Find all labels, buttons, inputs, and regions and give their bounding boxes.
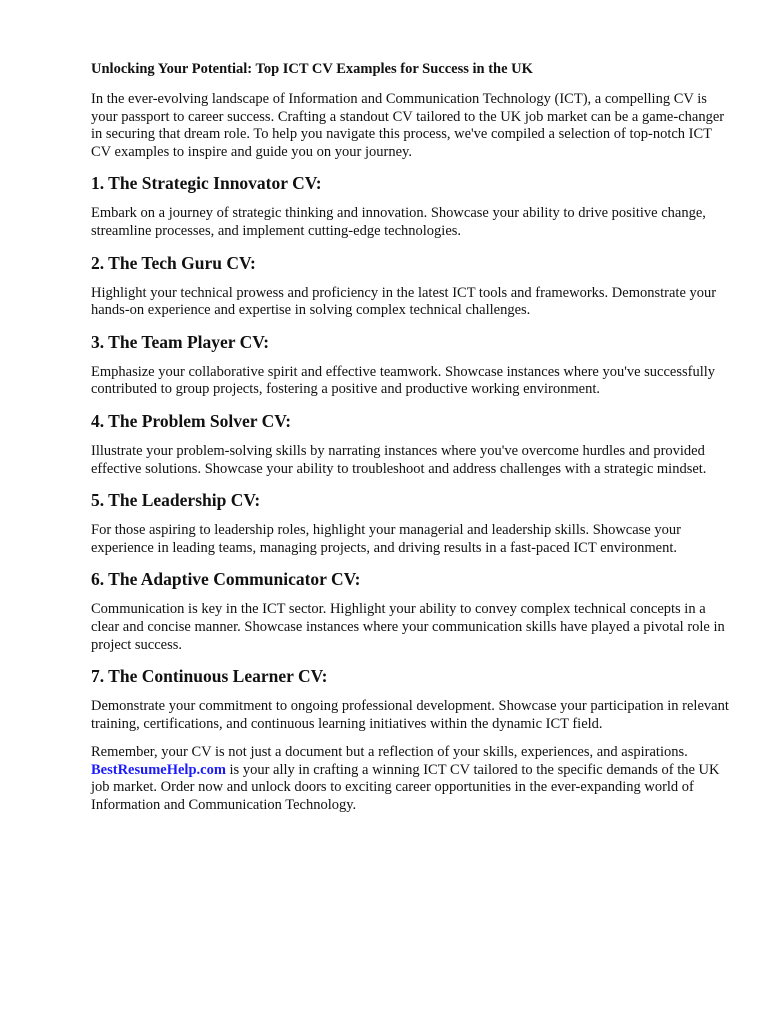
- section-heading: 4. The Problem Solver CV:: [91, 410, 292, 431]
- closing-paragraph: [91, 744, 731, 814]
- section-heading: 3. The Team Player CV:: [91, 331, 270, 352]
- section-body: Embark on a journey of strategic thinking and innovation. Showcase your ability to drive positive change, streamline processes, and implement cutting-edge technologies.: [91, 205, 706, 239]
- section-body: Demonstrate your commitment to ongoing professional development. Showcase your participation in relevant training, certifications, and continuous learning initiatives within the dynamic ICT field.: [91, 698, 729, 732]
- document-title: Unlocking Your Potential: Top ICT CV Examples for Success in the UK: [91, 61, 533, 77]
- section-body: Highlight your technical prowess and proficiency in the latest ICT tools and frameworks. Demonstrate your hands-on experience and expertise in solving complex technical challenges.: [91, 284, 717, 319]
- section-1: [91, 172, 731, 240]
- section-heading: 1. The Strategic Innovator CV:: [91, 173, 322, 194]
- section-heading: 6. The Adaptive Communicator CV:: [91, 569, 361, 590]
- section-body: Emphasize your collaborative spirit and effective teamwork. Showcase instances where you've successfully contributed to group projects, fostering a positive and productive working environment.: [91, 363, 716, 398]
- section-heading: 7. The Continuous Learner CV:: [91, 666, 328, 687]
- section-2: [91, 252, 731, 320]
- section-3: [91, 331, 731, 399]
- section-body: Communication is key in the ICT sector. Highlight your ability to convey complex technical concepts in a clear and concise manner. Showcase instances where your communication skills have played a pivotal role in project success.: [91, 601, 725, 653]
- section-heading: 2. The Tech Guru CV:: [91, 252, 256, 273]
- document-page: [91, 60, 731, 826]
- closing-text-after-link: is your ally in crafting a winning ICT CV tailored to the specific demands of the UK job market. Order now and unlock doors to exciting career opportunities in the ever-expanding world of Information and Communication Technology.: [91, 761, 720, 814]
- section-heading: 5. The Leadership CV:: [91, 490, 261, 511]
- closing-text-before-link: Remember, your CV is not just a document but a reflection of your skills, experiences, and aspirations.: [91, 744, 688, 761]
- section-5: [91, 489, 731, 557]
- intro-paragraph: In the ever-evolving landscape of Information and Communication Technology (ICT), a compelling CV is your passport to career success. Crafting a standout CV tailored to the UK job market can be a game-changer in securing that dream role. To help you navigate this process, we've compiled a selection of top-notch ICT CV examples to inspire and guide you on your journey.: [91, 91, 725, 160]
- bestresumehelp-link[interactable]: BestResumeHelp.com: [91, 761, 226, 778]
- section-6: [91, 568, 731, 654]
- section-body: Illustrate your problem-solving skills by narrating instances where you've overcome hurdles and provided effective solutions. Showcase your ability to troubleshoot and address challenges with a strategic mindset.: [91, 442, 707, 477]
- section-body: For those aspiring to leadership roles, highlight your managerial and leadership skills. Showcase your experience in leading teams, managing projects, and driving results in a fast-paced ICT environment.: [91, 522, 681, 556]
- section-7: [91, 665, 731, 733]
- section-4: [91, 410, 731, 478]
